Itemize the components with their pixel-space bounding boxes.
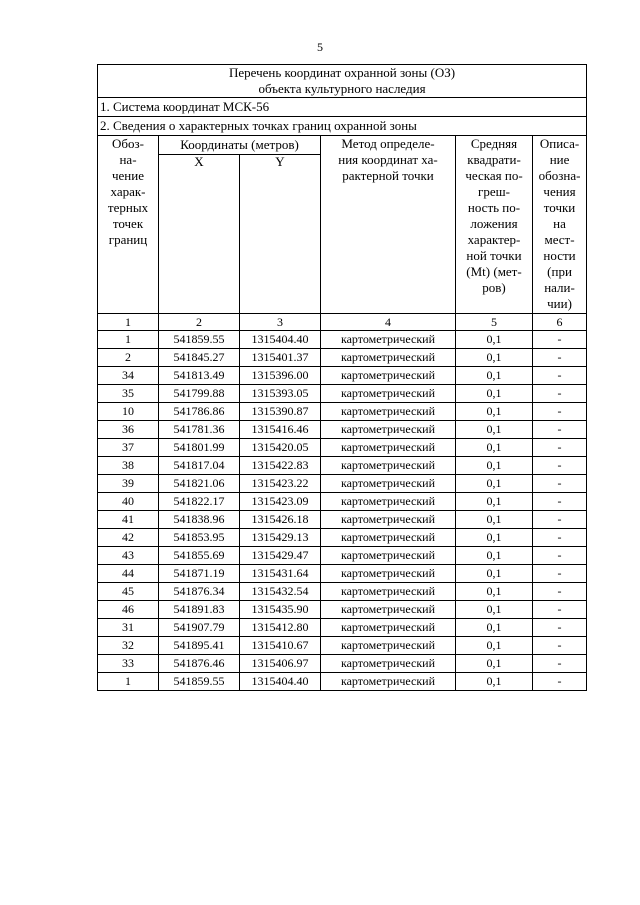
description-cell: - — [533, 655, 587, 673]
point-cell: 2 — [98, 349, 159, 367]
header-line: терных — [107, 200, 149, 215]
table-row — [98, 403, 587, 421]
method-cell: картометрический — [321, 547, 456, 565]
method-cell: картометрический — [321, 367, 456, 385]
x-cell: 541859.55 — [159, 673, 240, 691]
title-line: объекта культурного наследия — [258, 81, 426, 96]
point-cell: 46 — [98, 601, 159, 619]
header-line: харак- — [110, 184, 146, 199]
x-cell: 541907.79 — [159, 619, 240, 637]
x-cell: 541876.46 — [159, 655, 240, 673]
header-line: (при — [547, 264, 572, 279]
point-cell: 31 — [98, 619, 159, 637]
header-line: чение — [112, 168, 144, 183]
header-line: греш- — [478, 184, 510, 199]
error-cell: 0,1 — [456, 403, 533, 421]
method-cell: картометрический — [321, 511, 456, 529]
point-cell: 39 — [98, 475, 159, 493]
error-cell: 0,1 — [456, 367, 533, 385]
error-cell: 0,1 — [456, 547, 533, 565]
description-cell: - — [533, 619, 587, 637]
table-row — [98, 457, 587, 475]
header-line: точек — [112, 216, 144, 231]
error-cell: 0,1 — [456, 565, 533, 583]
method-cell: картометрический — [321, 439, 456, 457]
header-line: ности — [543, 248, 576, 263]
error-cell: 0,1 — [456, 637, 533, 655]
y-cell: 1315422.83 — [240, 457, 321, 475]
header-coordinates: Координаты (метров) — [159, 136, 321, 155]
header-line: точки — [543, 200, 576, 215]
error-cell: 0,1 — [456, 385, 533, 403]
x-cell: 541876.34 — [159, 583, 240, 601]
column-number: 1 — [98, 314, 159, 331]
x-cell: 541786.86 — [159, 403, 240, 421]
table-row — [98, 511, 587, 529]
method-cell: картометрический — [321, 637, 456, 655]
y-cell: 1315404.40 — [240, 673, 321, 691]
y-cell: 1315390.87 — [240, 403, 321, 421]
method-cell: картометрический — [321, 601, 456, 619]
description-cell: - — [533, 637, 587, 655]
column-number: 2 — [159, 314, 240, 331]
y-cell: 1315435.90 — [240, 601, 321, 619]
point-cell: 43 — [98, 547, 159, 565]
method-cell: картометрический — [321, 583, 456, 601]
point-cell: 35 — [98, 385, 159, 403]
header-line: мест- — [544, 232, 575, 247]
header-line: Обоз- — [112, 136, 144, 151]
table-row — [98, 349, 587, 367]
error-cell: 0,1 — [456, 439, 533, 457]
y-cell: 1315396.00 — [240, 367, 321, 385]
column-number: 3 — [240, 314, 321, 331]
point-cell: 42 — [98, 529, 159, 547]
description-cell: - — [533, 457, 587, 475]
header-error — [456, 136, 533, 314]
column-number: 4 — [321, 314, 456, 331]
error-cell: 0,1 — [456, 493, 533, 511]
x-cell: 541859.55 — [159, 331, 240, 349]
table-row — [98, 565, 587, 583]
y-cell: 1315416.46 — [240, 421, 321, 439]
description-cell: - — [533, 421, 587, 439]
point-cell: 10 — [98, 403, 159, 421]
table-row — [98, 439, 587, 457]
y-cell: 1315406.97 — [240, 655, 321, 673]
header-x: X — [159, 155, 240, 314]
y-cell: 1315393.05 — [240, 385, 321, 403]
description-cell: - — [533, 403, 587, 421]
header-line: Описа- — [539, 136, 580, 151]
table-row — [98, 475, 587, 493]
point-cell: 1 — [98, 673, 159, 691]
table-row — [98, 385, 587, 403]
point-cell: 36 — [98, 421, 159, 439]
point-cell: 37 — [98, 439, 159, 457]
header-method — [321, 136, 456, 314]
x-cell: 541813.49 — [159, 367, 240, 385]
description-cell: - — [533, 583, 587, 601]
y-cell: 1315420.05 — [240, 439, 321, 457]
description-cell: - — [533, 529, 587, 547]
header-line: Метод определе- — [341, 136, 435, 151]
method-cell: картометрический — [321, 349, 456, 367]
point-cell: 34 — [98, 367, 159, 385]
y-cell: 1315432.54 — [240, 583, 321, 601]
description-cell: - — [533, 601, 587, 619]
method-cell: картометрический — [321, 619, 456, 637]
y-cell: 1315401.37 — [240, 349, 321, 367]
error-cell: 0,1 — [456, 511, 533, 529]
header-line: ров) — [482, 280, 506, 295]
header-line: рактерной точки — [342, 168, 434, 183]
y-cell: 1315412.80 — [240, 619, 321, 637]
point-cell: 41 — [98, 511, 159, 529]
error-cell: 0,1 — [456, 349, 533, 367]
error-cell: 0,1 — [456, 475, 533, 493]
x-cell: 541891.83 — [159, 601, 240, 619]
description-cell: - — [533, 349, 587, 367]
point-cell: 1 — [98, 331, 159, 349]
description-cell: - — [533, 565, 587, 583]
header-line: Средняя — [470, 136, 518, 151]
table-row — [98, 673, 587, 691]
x-cell: 541838.96 — [159, 511, 240, 529]
header-line: ложения — [470, 216, 518, 231]
error-cell: 0,1 — [456, 529, 533, 547]
table-row — [98, 421, 587, 439]
method-cell: картометрический — [321, 385, 456, 403]
x-cell: 541895.41 — [159, 637, 240, 655]
header-line: ность по- — [467, 200, 521, 215]
y-cell: 1315423.22 — [240, 475, 321, 493]
x-cell: 541845.27 — [159, 349, 240, 367]
y-cell: 1315429.13 — [240, 529, 321, 547]
section-boundary-points: 2. Сведения о характерных точках границ охранной зоны — [98, 117, 587, 136]
x-cell: 541822.17 — [159, 493, 240, 511]
method-cell: картометрический — [321, 565, 456, 583]
table-row — [98, 331, 587, 349]
error-cell: 0,1 — [456, 619, 533, 637]
table-row — [98, 529, 587, 547]
header-y: Y — [240, 155, 321, 314]
x-cell: 541821.06 — [159, 475, 240, 493]
description-cell: - — [533, 493, 587, 511]
y-cell: 1315404.40 — [240, 331, 321, 349]
method-cell: картометрический — [321, 493, 456, 511]
description-cell: - — [533, 511, 587, 529]
method-cell: картометрический — [321, 673, 456, 691]
header-line: нали- — [544, 280, 575, 295]
y-cell: 1315431.64 — [240, 565, 321, 583]
description-cell: - — [533, 673, 587, 691]
method-cell: картометрический — [321, 331, 456, 349]
table-row — [98, 367, 587, 385]
description-cell: - — [533, 439, 587, 457]
header-line: ние — [549, 152, 570, 167]
header-line: на- — [119, 152, 137, 167]
column-number: 6 — [533, 314, 587, 331]
y-cell: 1315410.67 — [240, 637, 321, 655]
header-line: границ — [108, 232, 148, 247]
header-line: чии) — [547, 296, 572, 311]
coordinates-table — [97, 64, 587, 691]
method-cell: картометрический — [321, 457, 456, 475]
x-cell: 541853.95 — [159, 529, 240, 547]
error-cell: 0,1 — [456, 583, 533, 601]
method-cell: картометрический — [321, 403, 456, 421]
x-cell: 541781.36 — [159, 421, 240, 439]
x-cell: 541817.04 — [159, 457, 240, 475]
description-cell: - — [533, 547, 587, 565]
header-line: на — [553, 216, 566, 231]
header-line: (Mt) (мет- — [466, 264, 522, 279]
page-number: 5 — [317, 40, 323, 54]
header-designation — [98, 136, 159, 314]
description-cell: - — [533, 475, 587, 493]
table-row — [98, 637, 587, 655]
y-cell: 1315429.47 — [240, 547, 321, 565]
header-line: обозна- — [538, 168, 581, 183]
description-cell: - — [533, 331, 587, 349]
document-title — [98, 65, 587, 98]
error-cell: 0,1 — [456, 673, 533, 691]
table-row — [98, 583, 587, 601]
x-cell: 541801.99 — [159, 439, 240, 457]
method-cell: картометрический — [321, 655, 456, 673]
point-cell: 40 — [98, 493, 159, 511]
description-cell: - — [533, 367, 587, 385]
table-row — [98, 601, 587, 619]
table-row — [98, 493, 587, 511]
header-description — [533, 136, 587, 314]
point-cell: 38 — [98, 457, 159, 475]
header-line: чения — [543, 184, 576, 199]
column-numbers-row — [98, 314, 587, 331]
method-cell: картометрический — [321, 529, 456, 547]
header-line: квадрати- — [467, 152, 521, 167]
description-cell: - — [533, 385, 587, 403]
x-cell: 541871.19 — [159, 565, 240, 583]
point-cell: 33 — [98, 655, 159, 673]
header-line: ческая по- — [465, 168, 523, 183]
error-cell: 0,1 — [456, 601, 533, 619]
table-row — [98, 547, 587, 565]
point-cell: 45 — [98, 583, 159, 601]
method-cell: картометрический — [321, 475, 456, 493]
x-cell: 541855.69 — [159, 547, 240, 565]
y-cell: 1315423.09 — [240, 493, 321, 511]
header-line: ния координат ха- — [338, 152, 438, 167]
y-cell: 1315426.18 — [240, 511, 321, 529]
x-cell: 541799.88 — [159, 385, 240, 403]
column-number: 5 — [456, 314, 533, 331]
error-cell: 0,1 — [456, 457, 533, 475]
error-cell: 0,1 — [456, 655, 533, 673]
point-cell: 44 — [98, 565, 159, 583]
point-cell: 32 — [98, 637, 159, 655]
section-coordinate-system: 1. Система координат МСК-56 — [98, 98, 587, 117]
error-cell: 0,1 — [456, 331, 533, 349]
table-row — [98, 655, 587, 673]
table-row — [98, 619, 587, 637]
header-line: ной точки — [466, 248, 522, 263]
header-line: характер- — [467, 232, 521, 247]
title-line: Перечень координат охранной зоны (ОЗ) — [229, 65, 456, 80]
method-cell: картометрический — [321, 421, 456, 439]
error-cell: 0,1 — [456, 421, 533, 439]
